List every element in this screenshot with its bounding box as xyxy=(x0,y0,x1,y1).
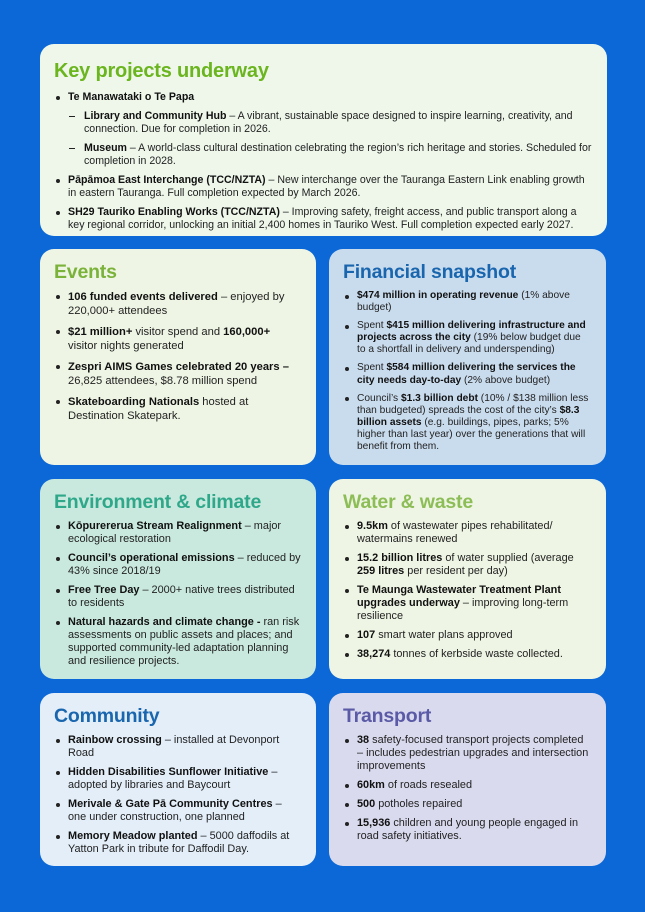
list-item: Memory Meadow planted – 5000 daffodils at Yatton Park in tribute for Daffodil Day. xyxy=(54,830,302,856)
financial-list xyxy=(343,290,592,453)
transport-title: Transport xyxy=(343,705,432,727)
water-waste-card xyxy=(329,479,606,679)
community-title: Community xyxy=(54,705,160,727)
list-item: Hidden Disabilities Sunflower Initiative – adopted by libraries and Baycourt xyxy=(54,766,302,792)
financial-title: Financial snapshot xyxy=(343,261,517,283)
list-item: Te Manawataki o Te Papa xyxy=(54,91,593,104)
financial-snapshot-card xyxy=(329,249,606,465)
list-item: 15,936 children and young people engaged in road safety initiatives. xyxy=(343,817,592,843)
environment-list xyxy=(54,520,302,668)
list-item: 15.2 billion litres of water supplied (average 259 litres per resident per day) xyxy=(343,552,592,578)
list-item: SH29 Tauriko Enabling Works (TCC/NZTA) – Improving safety, freight access, and public transport along a key regional corridor, unlocking an initial 2,400 homes in Tauriko West. Full completion expected early 2027. xyxy=(54,206,593,232)
key-projects-list xyxy=(54,91,593,232)
key-projects-title: Key projects underway xyxy=(54,60,269,82)
key-projects-card xyxy=(40,44,607,236)
events-list xyxy=(54,290,302,423)
list-item: Council’s $1.3 billion debt (10% / $138 million less than budgeted) spreads the cost of the city’s $8.3 billion assets (e.g. buildings, pipes, parks; 5% higher than last year) over the generations that will benefit from them. xyxy=(343,393,592,453)
list-item: Natural hazards and climate change - ran risk assessments on public assets and places; and supported community-led adaptation planning and resilience projects. xyxy=(54,616,302,668)
list-item: Library and Community Hub – A vibrant, sustainable space designed to inspire learning, creativity, and connection. Due for completion in 2026. xyxy=(54,110,593,136)
list-item: Skateboarding Nationals hosted at Destination Skatepark. xyxy=(54,395,302,423)
list-item: 106 funded events delivered – enjoyed by 220,000+ attendees xyxy=(54,290,302,318)
transport-card xyxy=(329,693,606,866)
water-list xyxy=(343,520,592,661)
list-item: 500 potholes repaired xyxy=(343,798,592,811)
list-item: 107 smart water plans approved xyxy=(343,629,592,642)
list-item: Spent $584 million delivering the services the city needs day-to-day (2% above budget) xyxy=(343,362,592,386)
environment-card xyxy=(40,479,316,679)
transport-list xyxy=(343,734,592,843)
events-card xyxy=(40,249,316,465)
list-item: $21 million+ visitor spend and 160,000+ visitor nights generated xyxy=(54,325,302,353)
list-item: Rainbow crossing – installed at Devonport Road xyxy=(54,734,302,760)
list-item: Pāpāmoa East Interchange (TCC/NZTA) – New interchange over the Tauranga Eastern Link enabling growth in eastern Tauranga. Full completion expected by March 2026. xyxy=(54,174,593,200)
community-card xyxy=(40,693,316,866)
list-item: Free Tree Day – 2000+ native trees distributed to residents xyxy=(54,584,302,610)
list-item: 38 safety-focused transport projects completed – includes pedestrian upgrades and intersection improvements xyxy=(343,734,592,773)
list-item: Te Maunga Wastewater Treatment Plant upgrades underway – improving long-term resilience xyxy=(343,584,592,623)
list-item: 38,274 tonnes of kerbside waste collected. xyxy=(343,648,592,661)
list-item: Merivale & Gate Pā Community Centres – one under construction, one planned xyxy=(54,798,302,824)
list-item: Spent $415 million delivering infrastructure and projects across the city (19% below budget due to a shortfall in delivery and underspending) xyxy=(343,320,592,356)
list-item: $474 million in operating revenue (1% above budget) xyxy=(343,290,592,314)
community-list xyxy=(54,734,302,856)
water-title: Water & waste xyxy=(343,491,473,513)
list-item: Museum – A world-class cultural destination celebrating the region’s rich heritage and stories. Scheduled for completion in 2028. xyxy=(54,142,593,168)
list-item: 9.5km of wastewater pipes rehabilitated/ watermains renewed xyxy=(343,520,592,546)
environment-title: Environment & climate xyxy=(54,491,262,513)
list-item: Kōpurererua Stream Realignment – major ecological restoration xyxy=(54,520,302,546)
events-title: Events xyxy=(54,261,117,283)
list-item: Council’s operational emissions – reduced by 43% since 2018/19 xyxy=(54,552,302,578)
list-item: 60km of roads resealed xyxy=(343,779,592,792)
list-item: Zespri AIMS Games celebrated 20 years – 26,825 attendees, $8.78 million spend xyxy=(54,360,302,388)
